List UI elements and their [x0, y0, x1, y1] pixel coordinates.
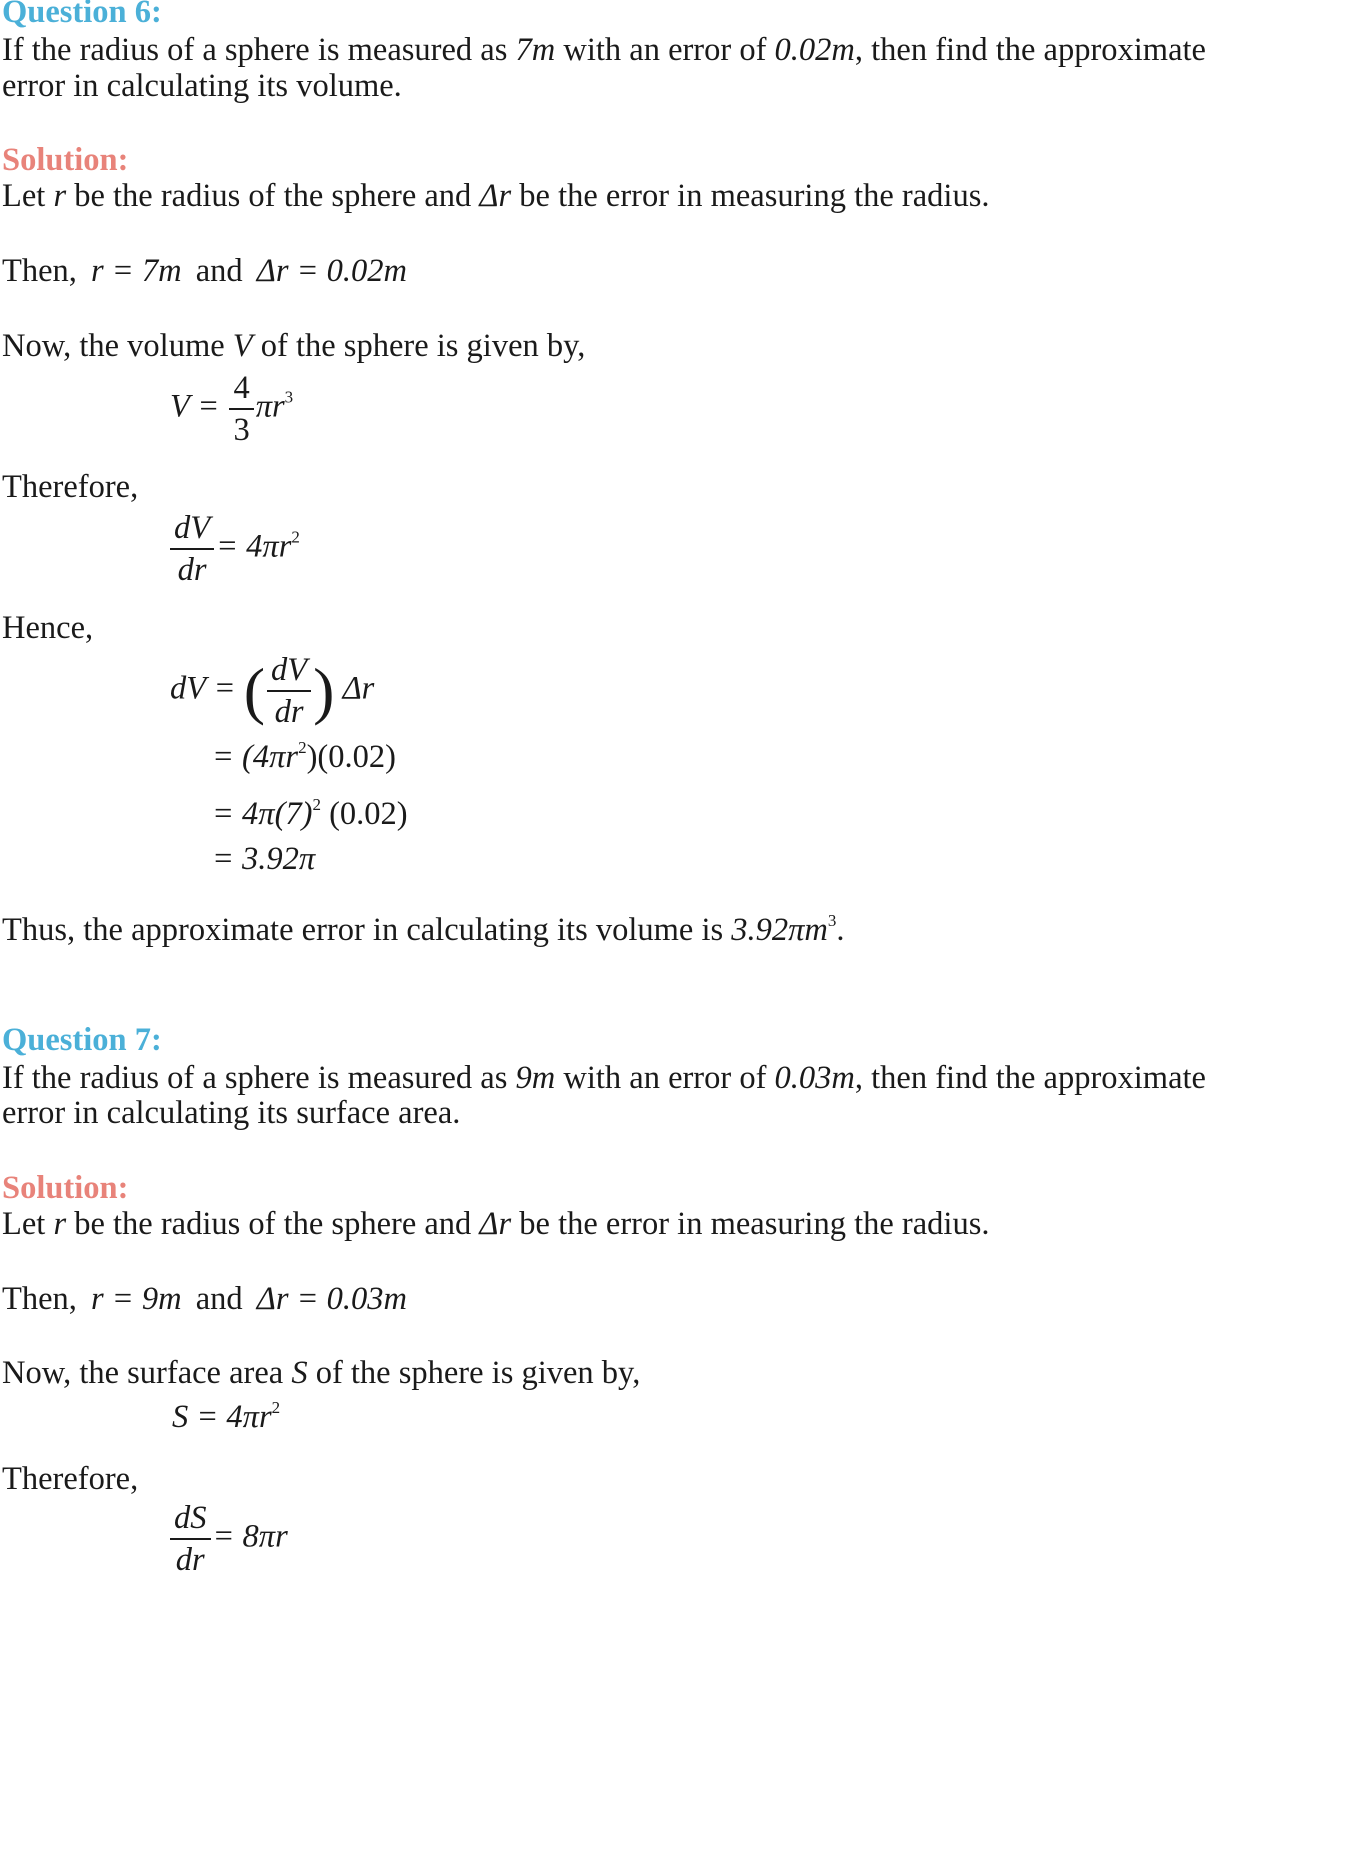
- step-3: = 3.92π: [212, 841, 316, 877]
- question-7-heading: Question 7:: [2, 1022, 162, 1058]
- q7-radius-value: 9m: [515, 1060, 556, 1096]
- s6-hence: Hence,: [2, 610, 94, 646]
- fraction-numerator: 4: [233, 370, 250, 406]
- exponent: 2: [271, 1398, 281, 1417]
- s7-derivative-rhs: = 8πr: [212, 1518, 288, 1555]
- differential-delta-r: Δr: [342, 670, 375, 707]
- right-paren: ): [313, 655, 335, 726]
- q6-text: with an error of: [563, 32, 767, 68]
- s6-line-definitions: [2, 176, 989, 216]
- volume-rhs: πr: [255, 388, 285, 425]
- s6-text: Then,: [2, 253, 77, 289]
- fraction-denominator: dr: [274, 694, 304, 730]
- s6-line-volume-intro: [2, 326, 585, 366]
- s7-derivative-fraction: [170, 1498, 211, 1580]
- conclusion-value: 3.92πm: [731, 912, 828, 948]
- step-1-part-b: )(0.02): [306, 739, 396, 775]
- derivative-formula: [168, 508, 300, 590]
- s6-given-error: Δr = 0.02m: [256, 253, 408, 289]
- s7-line-area-intro: [2, 1353, 640, 1393]
- q7-text: with an error of: [563, 1060, 767, 1096]
- s7-given-radius: r = 9m: [91, 1281, 182, 1317]
- step-1-part-a: = (4πr: [212, 739, 299, 775]
- question-6-text-line-1: [2, 30, 1206, 70]
- exponent: 2: [291, 527, 300, 547]
- q7-text: , then find the approximate: [854, 1060, 1206, 1096]
- left-paren: (: [243, 655, 266, 726]
- solution-7-heading: Solution:: [2, 1170, 129, 1206]
- s6-line-given: [2, 251, 407, 291]
- s6-conclusion: [2, 910, 845, 950]
- step-1: [212, 737, 396, 777]
- question-7-text-line-2: error in calculating its surface area.: [2, 1095, 461, 1131]
- step-2-part-a: = 4π(7): [212, 796, 313, 832]
- s7-text: Then,: [2, 1281, 77, 1317]
- s7-symbol-S: S: [291, 1355, 308, 1391]
- volume-fraction: [229, 368, 253, 450]
- s7-text: and: [195, 1281, 243, 1317]
- period: .: [836, 912, 845, 948]
- s6-symbol-V: V: [232, 328, 253, 364]
- fraction-denominator: dr: [177, 552, 207, 588]
- s7-given-error: Δr = 0.03m: [256, 1281, 408, 1317]
- s7-therefore: Therefore,: [2, 1461, 139, 1497]
- s7-text: Now, the surface area: [2, 1355, 284, 1391]
- question-6-heading: Question 6:: [2, 0, 162, 30]
- solution-6-heading: Solution:: [2, 142, 129, 178]
- s7-text: Let: [2, 1206, 46, 1242]
- surface-area-formula: [172, 1397, 280, 1437]
- volume-lhs: V =: [170, 388, 220, 425]
- fraction-numerator: dS: [174, 1500, 207, 1536]
- volume-formula: [170, 368, 293, 450]
- q6-error-value: 0.02m: [774, 32, 855, 68]
- q7-error-value: 0.03m: [774, 1060, 855, 1096]
- s6-text: be the error in measuring the radius.: [519, 178, 990, 214]
- s7-line-definitions: [2, 1204, 989, 1244]
- s7-text: be the radius of the sphere and: [74, 1206, 472, 1242]
- derivative-fraction: [170, 508, 214, 590]
- step-2-part-b: (0.02): [329, 796, 408, 832]
- fraction-denominator: dr: [175, 1542, 205, 1578]
- question-6-text-line-2: error in calculating its volume.: [2, 68, 402, 104]
- s7-line-given: [2, 1279, 407, 1319]
- q7-text: If the radius of a sphere is measured as: [2, 1060, 508, 1096]
- s6-given-radius: r = 7m: [91, 253, 182, 289]
- s7-symbol-r: r: [53, 1206, 67, 1242]
- q6-text: , then find the approximate: [854, 32, 1206, 68]
- s6-symbol-delta-r: Δr: [479, 178, 512, 214]
- exponent: 2: [312, 795, 321, 814]
- derivative-rhs: = 4πr: [216, 528, 292, 565]
- step-2: [212, 794, 408, 834]
- fraction-numerator: dV: [271, 652, 308, 688]
- s6-symbol-r: r: [53, 178, 67, 214]
- differential-formula: [170, 650, 374, 732]
- exponent: 3: [827, 911, 837, 930]
- exponent: 2: [298, 738, 307, 757]
- s7-text: be the error in measuring the radius.: [519, 1206, 990, 1242]
- s6-text: Thus, the approximate error in calculating its volume is: [2, 912, 724, 948]
- s6-text: of the sphere is given by,: [260, 328, 586, 364]
- s6-text: Now, the volume: [2, 328, 225, 364]
- s6-text: Let: [2, 178, 46, 214]
- s6-therefore: Therefore,: [2, 469, 139, 505]
- question-7-text-line-1: [2, 1058, 1206, 1098]
- surface-area-expr: S = 4πr: [172, 1399, 272, 1435]
- differential-lhs: dV =: [170, 670, 236, 707]
- s7-text: of the sphere is given by,: [315, 1355, 641, 1391]
- fraction-numerator: dV: [174, 510, 211, 546]
- s7-derivative-formula: [168, 1498, 288, 1580]
- differential-fraction: [267, 650, 311, 732]
- q6-text: If the radius of a sphere is measured as: [2, 32, 508, 68]
- q6-radius-value: 7m: [515, 32, 556, 68]
- fraction-denominator: 3: [233, 412, 250, 448]
- s7-symbol-delta-r: Δr: [479, 1206, 512, 1242]
- s6-text: and: [195, 253, 243, 289]
- s6-text: be the radius of the sphere and: [74, 178, 472, 214]
- exponent: 3: [284, 387, 294, 407]
